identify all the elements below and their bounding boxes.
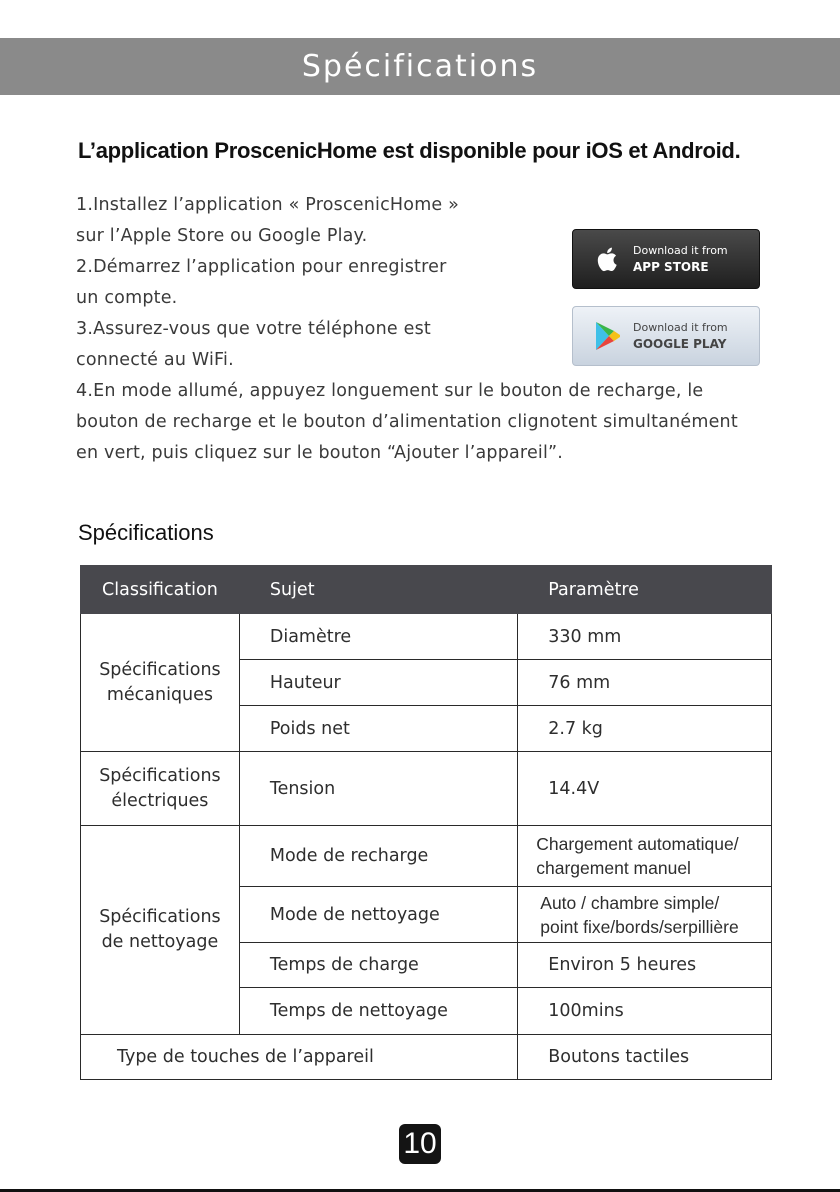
group-label: Spécifications [99,765,221,786]
row-subject: Hauteur [239,660,517,706]
group-label: de nettoyage [101,932,219,952]
table-row [81,614,772,660]
row-value-line: chargement manuel [536,858,691,878]
step-line: 3.Assurez-vous que votre téléphone est [76,319,431,339]
row-value: 100mins [518,988,772,1035]
row-value: Environ 5 heures [518,943,772,988]
table-row [81,1035,772,1080]
row-value [518,887,772,943]
header-classification: Classification [81,566,240,614]
page-banner [0,38,840,95]
row-value: 2.7 kg [518,706,772,752]
row-subject: Mode de recharge [239,826,517,887]
group-cleaning [81,826,240,1035]
row-subject: Temps de nettoyage [239,988,517,1035]
row-value: Boutons tactiles [518,1035,772,1080]
page-banner-title: Spécifications [301,49,539,84]
row-value-line: Chargement automatique/ [536,834,739,854]
step-line: bouton de recharge et le bouton d’alimentation clignotent simultanément [76,412,738,432]
app-store-badge[interactable] [572,229,760,289]
row-value: 14.4V [518,752,772,826]
group-electrical [81,752,240,826]
row-value-line: Auto / chambre simple/ [540,892,720,913]
google-play-line2: GOOGLE PLAY [633,337,727,351]
group-label: Spécifications [99,907,221,927]
row-value: 330 mm [518,614,772,660]
row-subject: Diamètre [239,614,517,660]
row-subject: Temps de charge [239,943,517,988]
row-subject: Poids net [239,706,517,752]
group-label: mécaniques [106,684,214,705]
header-subject: Sujet [239,566,517,614]
apple-icon [589,241,625,277]
row-subject: Mode de nettoyage [239,887,517,943]
table-row [81,826,772,887]
step-line: 2.Démarrez l’application pour enregistrer [76,257,447,277]
row-value-line: point fixe/bords/serpillière [540,916,739,937]
step-line: 1.Installez l’application « ProscenicHome » [76,195,460,215]
step-line: en vert, puis cliquez sur le bouton “Ajouter l’appareil”. [76,443,564,463]
header-parameter: Paramètre [518,566,772,614]
google-play-badge[interactable] [572,306,760,366]
row-value: 76 mm [518,660,772,706]
group-mechanical [81,614,240,752]
row-subject: Tension [239,752,517,826]
spec-table [80,565,772,1080]
step-line: 4.En mode allumé, appuyez longuement sur le bouton de recharge, le [76,381,704,401]
google-play-icon [589,318,625,354]
app-store-line2: APP STORE [633,260,709,274]
row-subject: Type de touches de l’appareil [81,1035,518,1080]
google-play-line1: Download it from [633,321,728,334]
step-line: un compte. [76,288,178,308]
step-line: connecté au WiFi. [76,350,234,370]
step-line: sur l’Apple Store ou Google Play. [76,226,368,246]
group-label: Spécifications [99,659,221,680]
group-label: électriques [111,790,209,811]
table-header-row [81,566,772,614]
app-store-line1: Download it from [633,244,728,257]
row-value [518,826,772,887]
table-row [81,752,772,826]
spec-section-title: Spécifications [78,520,214,545]
intro-heading: L’application ProscenicHome est disponible pour iOS et Android. [78,138,741,163]
page-number: 10 [399,1124,441,1164]
